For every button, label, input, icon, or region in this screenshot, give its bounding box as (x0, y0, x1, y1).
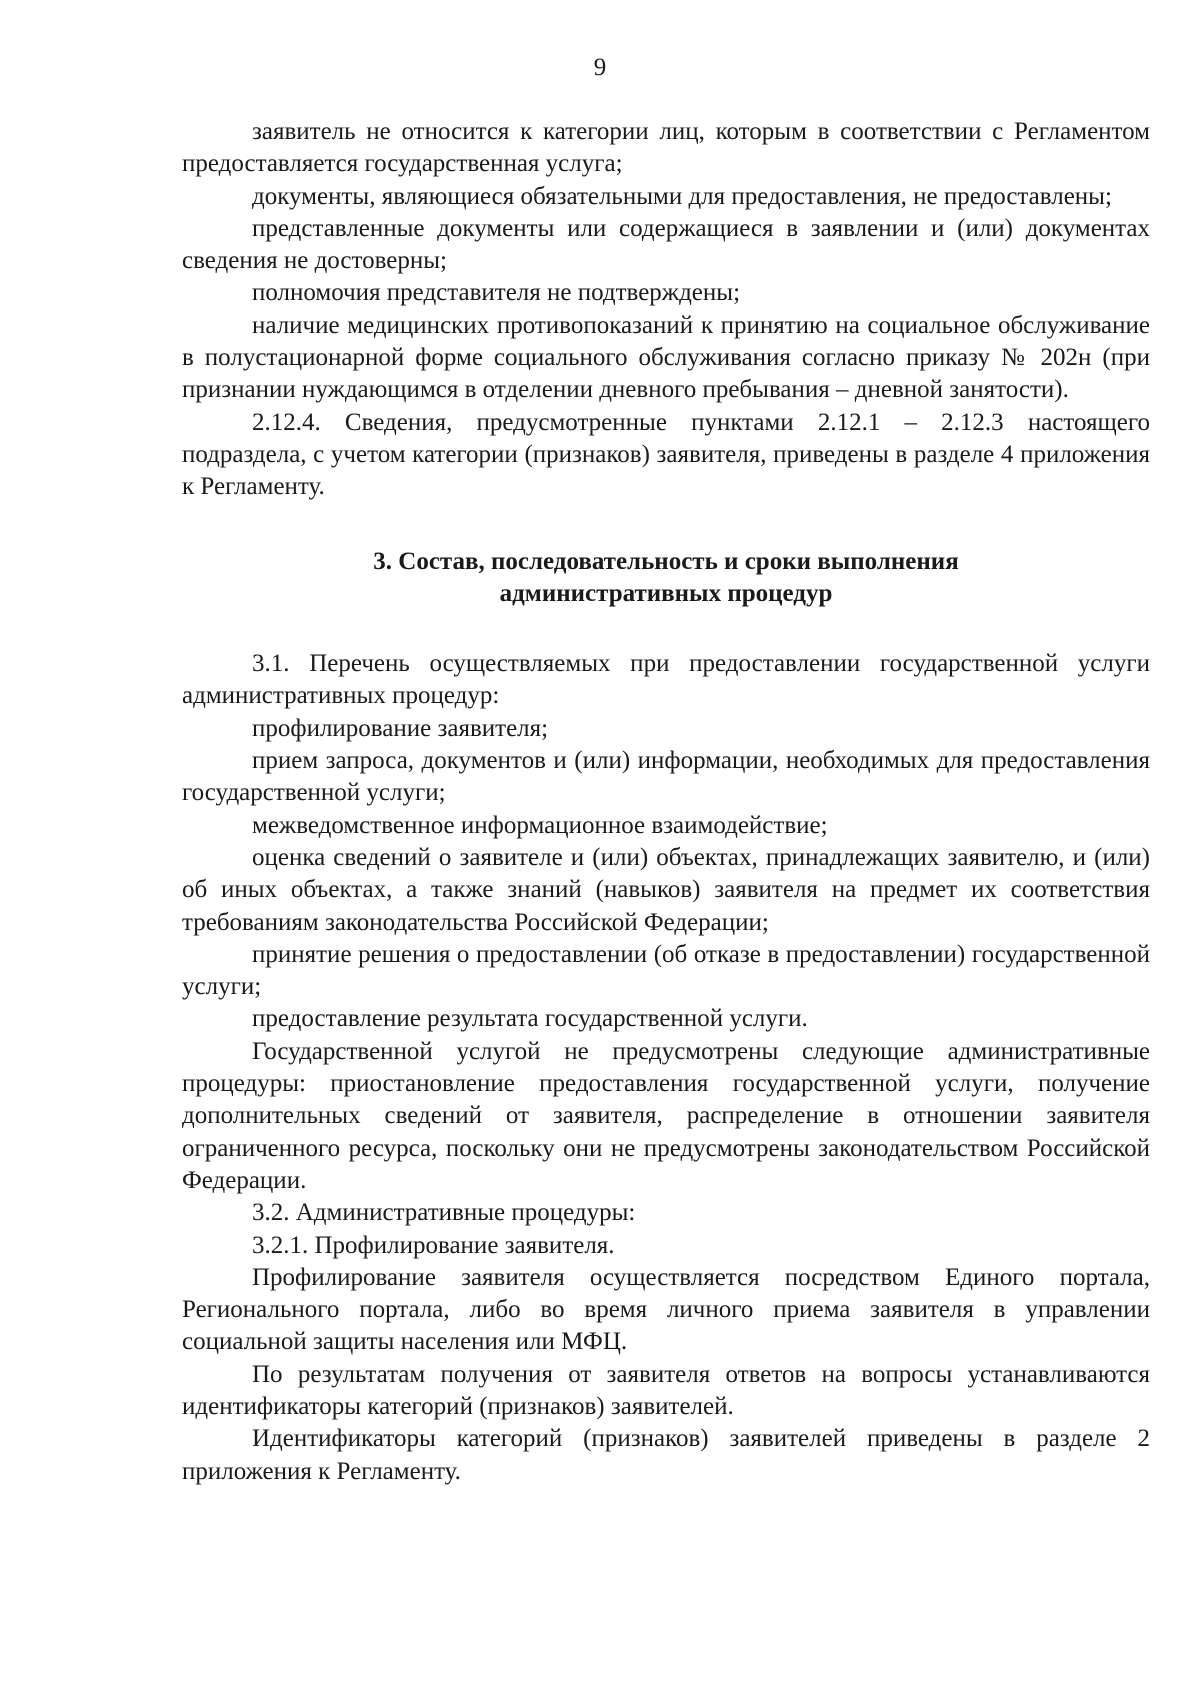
paragraph: документы, являющиеся обязательными для предоставления, не предоставлены; (252, 182, 1112, 210)
paragraph: заявитель не относится к категории лиц, которым в соответствии с Регламентом предоставляется государственная услуга; (182, 118, 1150, 178)
paragraph: прием запроса, документов и (или) информации, необходимых для предоставления государственной услуги; (182, 747, 1150, 807)
paragraph: наличие медицинских противопоказаний к принятию на социальное обслуживание в полустационарной форме социального обслуживания согласно приказу № 202н (при признании нуждающимся в отделении дневного пребывания – дневной занятости). (182, 311, 1150, 404)
paragraph: представленные документы или содержащиеся в заявлении и (или) документах сведения не достоверны; (182, 214, 1150, 275)
paragraph: 3.2.1. Профилирование заявителя. (252, 1231, 615, 1259)
paragraph: профилирование заявителя; (252, 714, 549, 742)
paragraph: Государственной услугой не предусмотрены следующие административные процедуры: приостановление предоставления государственной услуги, получение дополнительных сведений от заявителя, распределение в отношении заявителя ограниченного ресурса, поскольку они не предусмотрены законодательством Российской Федерации. (182, 1037, 1150, 1194)
paragraph: Идентификаторы категорий (признаков) заявителей приведены в разделе 2 приложения к Регламенту. (182, 1425, 1150, 1485)
paragraph: По результатам получения от заявителя ответов на вопросы устанавливаются идентификаторы категорий (признаков) заявителей. (182, 1360, 1150, 1420)
page-number: 9 (593, 54, 607, 81)
paragraph: принятие решения о предоставлении (об отказе в предоставлении) государственной услуги; (182, 940, 1150, 1001)
paragraph: полномочия представителя не подтверждены; (252, 279, 741, 307)
paragraph: 3.1. Перечень осуществляемых при предоставлении государственной услуги административных процедур: (182, 650, 1150, 710)
paragraph: 3.2. Административные процедуры: (252, 1199, 636, 1227)
paragraph: Профилирование заявителя осуществляется посредством Единого портала, Регионального портала, либо во время личного приема заявителя в управлении социальной защиты населения или МФЦ. (182, 1263, 1150, 1356)
paragraph: межведомственное информационное взаимодействие; (252, 811, 828, 839)
section-heading (182, 546, 1150, 611)
section-heading-line: административных процедур (499, 579, 833, 607)
paragraph: предоставление результата государственной услуги. (252, 1005, 808, 1033)
paragraph: 2.12.4. Сведения, предусмотренные пунктами 2.12.1 – 2.12.3 настоящего подраздела, с учетом категории (признаков) заявителя, приведены в разделе 4 приложения к Регламенту. (182, 408, 1150, 501)
document-body (182, 116, 1150, 1488)
section-heading-line: 3. Состав, последовательность и сроки выполнения (373, 547, 959, 575)
paragraph: оценка сведений о заявителе и (или) объектах, принадлежащих заявителю, и (или) об иных объектах, а также знаний (навыков) заявителя на предмет их соответствия требованиям законодательства Российской Федерации; (182, 843, 1150, 936)
